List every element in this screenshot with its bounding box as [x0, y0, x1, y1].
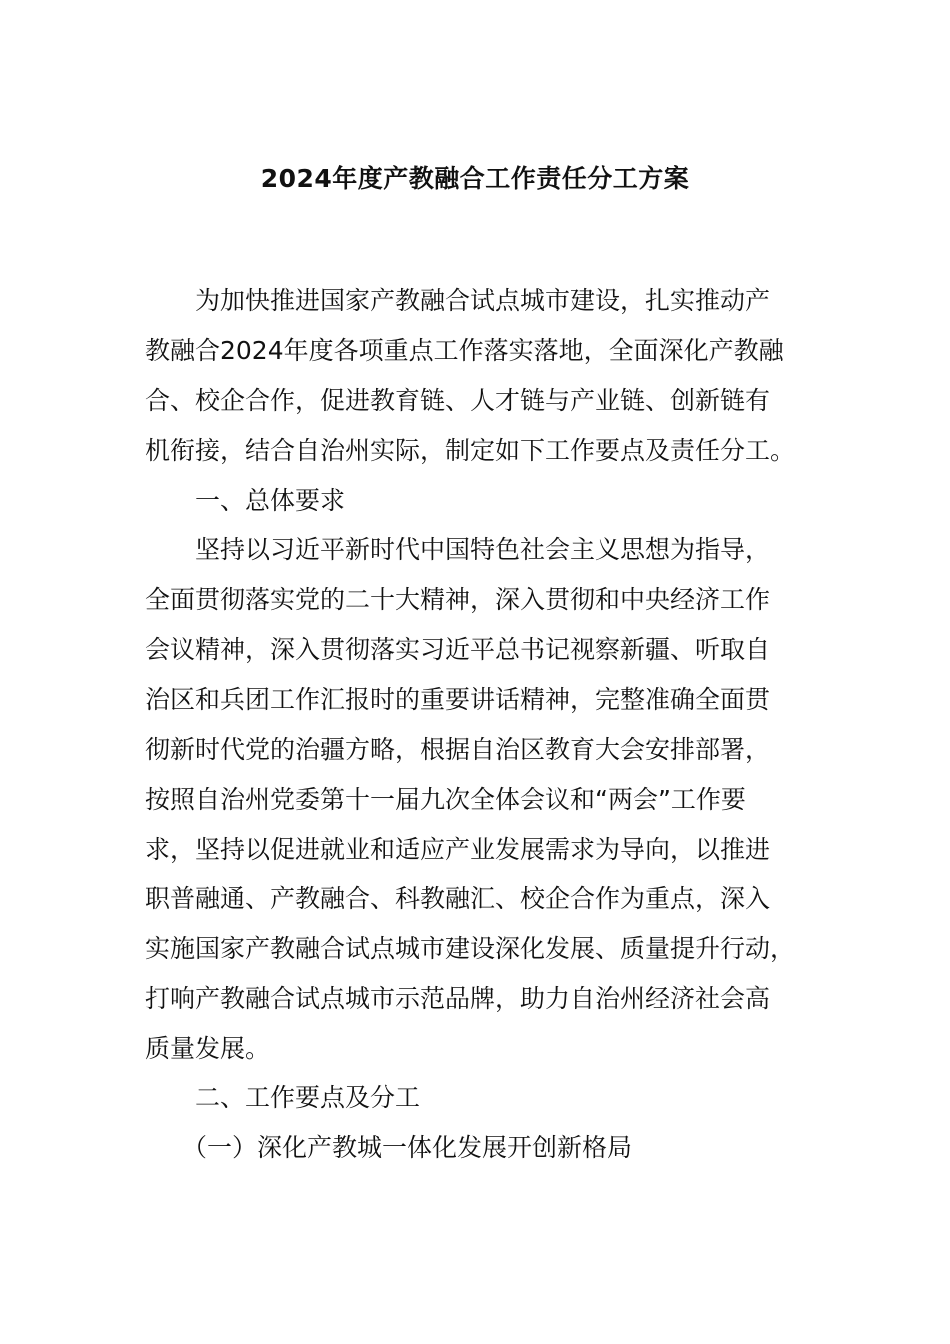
paragraph-line: 机衔接，结合自治州实际，制定如下工作要点及责任分工。	[145, 436, 796, 465]
document-title: 2024年度产教融合工作责任分工方案	[260, 164, 690, 193]
paragraph-line: 为加快推进国家产教融合试点城市建设，扎实推动产	[195, 286, 771, 315]
paragraph-line: 实施国家产教融合试点城市建设深化发展、质量提升行动，	[145, 934, 796, 963]
paragraph-line: 坚持以习近平新时代中国特色社会主义思想为指导，	[195, 535, 771, 564]
paragraph-line: 治区和兵团工作汇报时的重要讲话精神，完整准确全面贯	[145, 685, 771, 714]
section-heading: 二、工作要点及分工	[195, 1083, 421, 1112]
paragraph-line: 质量发展。	[145, 1034, 271, 1063]
paragraph-line: 教融合2024年度各项重点工作落实落地，全面深化产教融	[145, 336, 784, 365]
paragraph-line: 职普融通、产教融合、科教融汇、校企合作为重点，深入	[145, 884, 771, 913]
section-heading: 一、总体要求	[195, 486, 346, 515]
paragraph-line: 会议精神，深入贯彻落实习近平总书记视察新疆、听取自	[145, 635, 771, 664]
paragraph-line: 按照自治州党委第十一届九次全体会议和“两会”工作要	[145, 785, 746, 814]
paragraph-line: 求，坚持以促进就业和适应产业发展需求为导向，以推进	[145, 835, 771, 864]
paragraph-line: 全面贯彻落实党的二十大精神，深入贯彻和中央经济工作	[145, 585, 771, 614]
subsection-heading: （一）深化产教城一体化发展开创新格局	[182, 1133, 633, 1162]
paragraph-line: 彻新时代党的治疆方略，根据自治区教育大会安排部署，	[145, 735, 771, 764]
paragraph-line: 合、校企合作，促进教育链、人才链与产业链、创新链有	[145, 386, 771, 415]
paragraph-line: 打响产教融合试点城市示范品牌，助力自治州经济社会高	[145, 984, 771, 1013]
